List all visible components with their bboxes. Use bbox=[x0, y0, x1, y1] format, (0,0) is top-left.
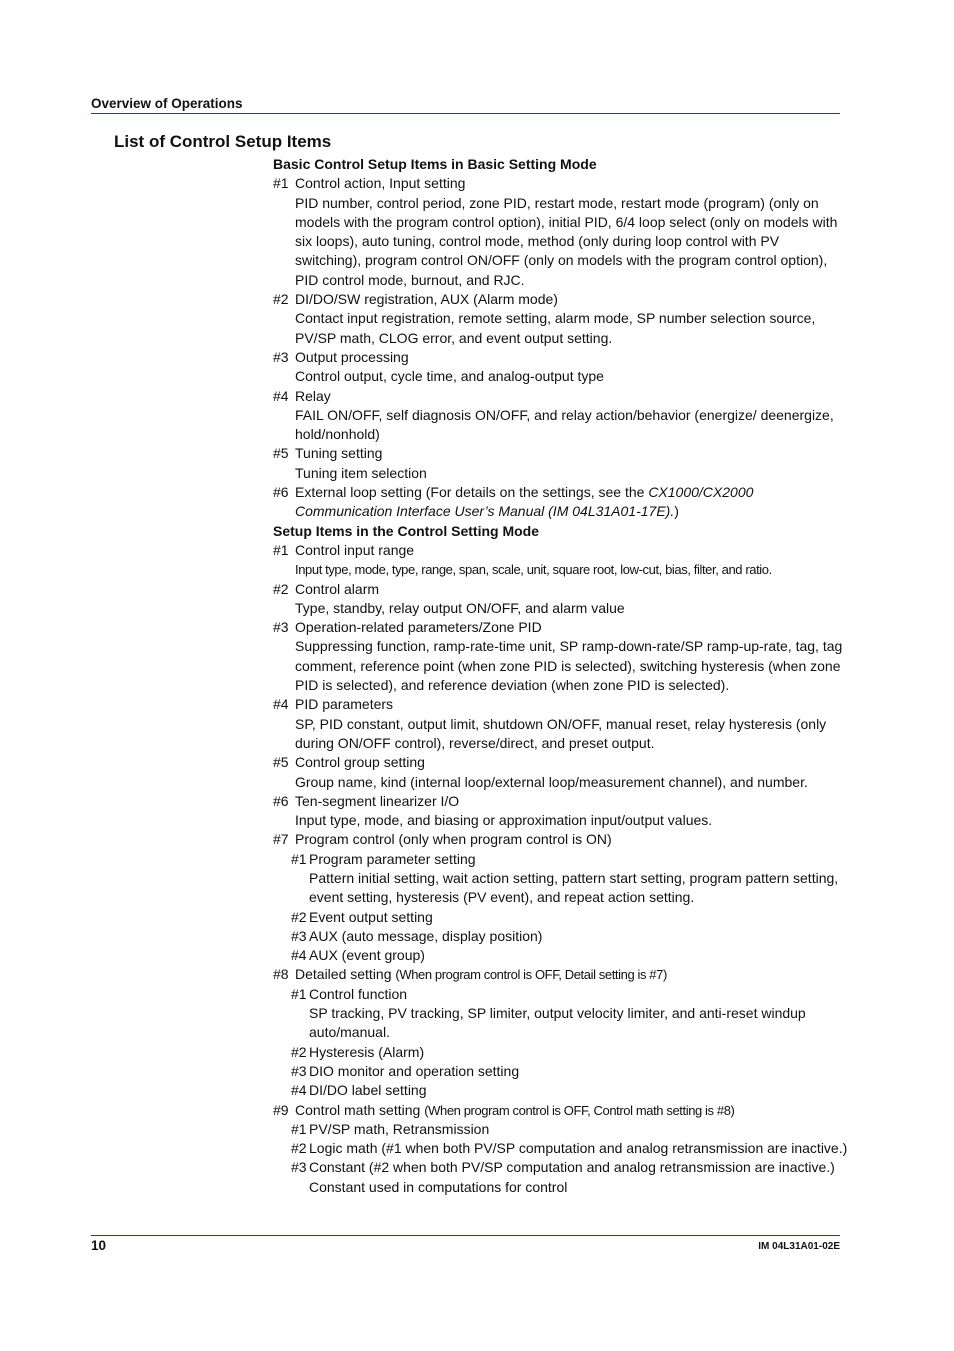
item-number: #6 bbox=[273, 792, 289, 809]
sub-item-number: #1 bbox=[291, 1120, 307, 1137]
document-id: IM 04L31A01-02E bbox=[758, 1241, 840, 1252]
sub-item-label: AUX (event group) bbox=[309, 947, 425, 964]
sub-item-label: Constant (#2 when both PV/SP computation and analog retransmission are inactive.) bbox=[309, 1159, 835, 1176]
sub-item-label: Logic math (#1 when both PV/SP computation and analog retransmission are inactive.) bbox=[309, 1140, 848, 1157]
list-item bbox=[273, 965, 848, 984]
list-item bbox=[273, 541, 848, 560]
list-item bbox=[273, 695, 848, 714]
sub-item bbox=[273, 985, 848, 1004]
item-label: Relay bbox=[295, 387, 331, 404]
item-label: Control input range bbox=[295, 541, 415, 558]
item-label: Control math setting (When program control is OFF, Control math setting is #8) bbox=[295, 1101, 735, 1118]
item-label: Tuning setting bbox=[295, 445, 383, 462]
sub-item bbox=[273, 946, 848, 965]
item-description: Group name, kind (internal loop/external loop/measurement channel), and number. bbox=[295, 773, 808, 790]
sub-item bbox=[273, 927, 848, 946]
item-description: Tuning item selection bbox=[295, 464, 427, 481]
sub-item bbox=[273, 1081, 848, 1100]
item-number: #3 bbox=[273, 348, 289, 365]
sub-item-number: #2 bbox=[291, 1140, 307, 1157]
item-condition: (When program control is OFF, Control math setting is #8) bbox=[424, 1102, 735, 1118]
item-number: #1 bbox=[273, 175, 289, 192]
sub-item bbox=[273, 908, 848, 927]
subsection-title: Basic Control Setup Items in Basic Setting Mode bbox=[273, 156, 597, 172]
item-description: PID number, control period, zone PID, restart mode, restart mode (program) (only on models with the program control option), initial PID, 6/4 loop select (only on models with six loops), auto tuning, control mode, method (only during loop control with PV switching), program control ON/OFF (only on models with the program control option), PID control mode, burnout, and RJC. bbox=[295, 194, 838, 288]
item-description: FAIL ON/OFF, self diagnosis ON/OFF, and relay action/behavior (energize/ deenergize, hold/nonhold) bbox=[295, 406, 834, 443]
item-number: #4 bbox=[273, 387, 289, 404]
sub-item-number: #3 bbox=[291, 1159, 307, 1176]
section-title: List of Control Setup Items bbox=[114, 132, 332, 151]
list-item bbox=[273, 387, 848, 406]
sub-item-number: #3 bbox=[291, 1062, 307, 1079]
manual-reference: CX1000/CX2000 Communication Interface User’s Manual (IM 04L31A01-17E). bbox=[295, 484, 754, 520]
item-label: Control group setting bbox=[295, 754, 425, 771]
sub-item-label: Control function bbox=[309, 985, 408, 1002]
sub-item-number: #2 bbox=[291, 1043, 307, 1060]
item-label: Control alarm bbox=[295, 580, 380, 597]
item-number: #6 bbox=[273, 484, 289, 501]
item-number: #4 bbox=[273, 696, 289, 713]
list-item bbox=[273, 483, 848, 522]
sub-item bbox=[273, 1120, 848, 1139]
item-number: #9 bbox=[273, 1101, 289, 1118]
item-condition: (When program control is OFF, Detail setting is #7) bbox=[395, 967, 667, 983]
item-description: SP, PID constant, output limit, shutdown ON/OFF, manual reset, relay hysteresis (only during ON/OFF control), reverse/direct, and preset output. bbox=[295, 715, 827, 751]
header-title: Overview of Operations bbox=[91, 96, 243, 111]
item-description: Input type, mode, and biasing or approximation input/output values. bbox=[295, 812, 713, 829]
item-label: External loop setting (For details on the settings, see the CX1000/CX2000 Communication Interface User’s Manual (IM 04L31A01-17E).) bbox=[295, 484, 754, 520]
list-item bbox=[273, 444, 848, 463]
sub-item-label: Hysteresis (Alarm) bbox=[309, 1043, 425, 1060]
sub-item bbox=[273, 850, 848, 869]
sub-item-description: SP tracking, PV tracking, SP limiter, output velocity limiter, and anti-reset windup auto/manual. bbox=[309, 1005, 806, 1041]
list-item bbox=[273, 753, 848, 772]
item-label: Program control (only when program control is ON) bbox=[295, 831, 612, 848]
item-description: Type, standby, relay output ON/OFF, and alarm value bbox=[295, 599, 625, 616]
list-item bbox=[273, 830, 848, 849]
sub-item-label: Program parameter setting bbox=[309, 850, 476, 867]
sub-item-description: Pattern initial setting, wait action setting, pattern start setting, program pattern setting, event setting, hysteresis (PV event), and repeat action setting. bbox=[309, 869, 839, 906]
sub-item bbox=[273, 1062, 848, 1081]
sub-item-label: DIO monitor and operation setting bbox=[309, 1062, 520, 1079]
sub-item-number: #3 bbox=[291, 927, 307, 944]
list-item bbox=[273, 1101, 848, 1120]
content bbox=[273, 155, 848, 1197]
sub-item bbox=[273, 1043, 848, 1062]
item-number: #3 bbox=[273, 619, 289, 636]
item-number: #5 bbox=[273, 445, 289, 462]
item-label: Detailed setting (When program control is OFF, Detail setting is #7) bbox=[295, 966, 667, 983]
item-label: Operation-related parameters/Zone PID bbox=[295, 619, 542, 636]
sub-item-number: #1 bbox=[291, 850, 307, 867]
item-number: #7 bbox=[273, 831, 289, 848]
sub-item-label: PV/SP math, Retransmission bbox=[309, 1120, 490, 1137]
list-item bbox=[273, 580, 848, 599]
subsection-title: Setup Items in the Control Setting Mode bbox=[273, 522, 539, 539]
item-description: Suppressing function, ramp-rate-time unit, SP ramp-down-rate/SP ramp-up-rate, tag, tag comment, reference point (when zone PID is selected), switching hysteresis (when zone PID is selected), and reference deviation (when zone PID is selected). bbox=[295, 638, 843, 694]
list-item bbox=[273, 618, 848, 637]
sub-item-label: AUX (auto message, display position) bbox=[309, 927, 543, 944]
item-number: #2 bbox=[273, 580, 289, 597]
sub-item-label: Event output setting bbox=[309, 908, 433, 925]
item-number: #8 bbox=[273, 966, 289, 983]
item-label: Control action, Input setting bbox=[295, 175, 466, 192]
page-footer bbox=[91, 1235, 840, 1253]
list-item bbox=[273, 348, 848, 367]
item-number: #1 bbox=[273, 541, 289, 558]
sub-item bbox=[273, 1158, 848, 1177]
item-description: Contact input registration, remote setting, alarm mode, SP number selection source, PV/SP math, CLOG error, and event output setting. bbox=[295, 310, 816, 346]
sub-item-description: Constant used in computations for control bbox=[309, 1178, 568, 1195]
list-item bbox=[273, 290, 848, 309]
sub-item-number: #4 bbox=[291, 1082, 307, 1099]
sub-item-number: #1 bbox=[291, 985, 307, 1002]
page-header bbox=[91, 95, 840, 114]
page-number: 10 bbox=[91, 1238, 107, 1253]
item-description: Input type, mode, type, range, span, scale, unit, square root, low-cut, bias, filter, and ratio. bbox=[295, 562, 772, 578]
sub-item-number: #4 bbox=[291, 947, 307, 964]
sub-item-label: DI/DO label setting bbox=[309, 1082, 427, 1099]
list-item bbox=[273, 792, 848, 811]
item-number: #2 bbox=[273, 291, 289, 308]
sub-item bbox=[273, 1139, 848, 1158]
item-label: Ten-segment linearizer I/O bbox=[295, 792, 460, 809]
item-label: PID parameters bbox=[295, 696, 394, 713]
item-label: Output processing bbox=[295, 348, 409, 365]
item-description: Control output, cycle time, and analog-output type bbox=[295, 368, 604, 385]
list-item bbox=[273, 174, 848, 193]
sub-item-number: #2 bbox=[291, 908, 307, 925]
item-number: #5 bbox=[273, 754, 289, 771]
item-label: DI/DO/SW registration, AUX (Alarm mode) bbox=[295, 291, 558, 308]
